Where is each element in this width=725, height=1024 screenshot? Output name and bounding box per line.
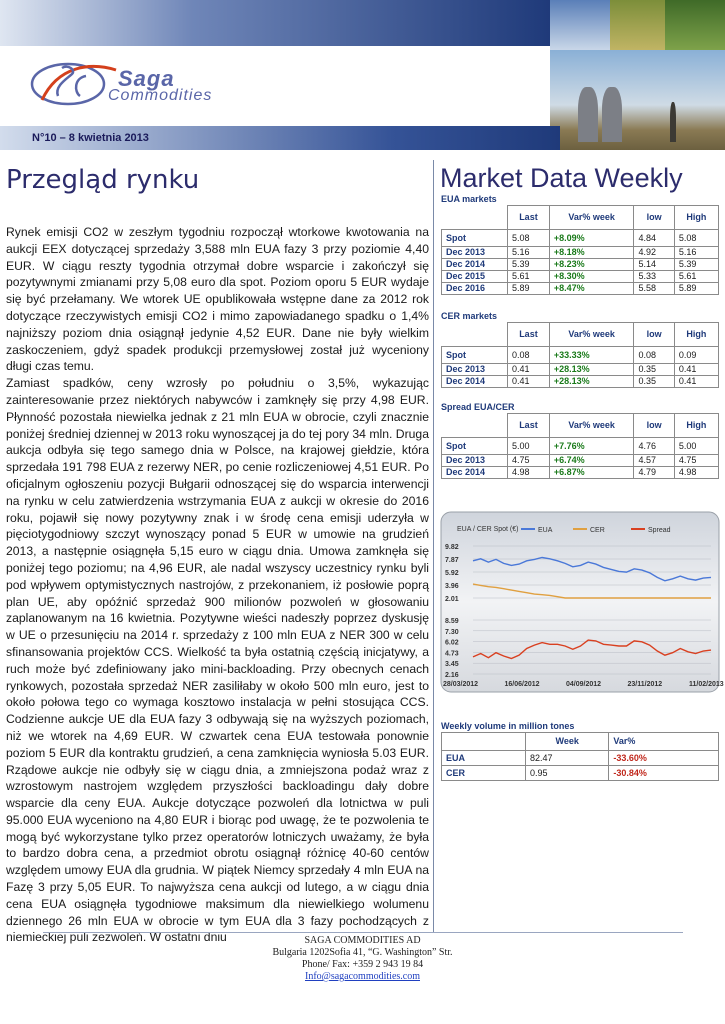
article-paragraph: Rynek emisji CO2 w zeszłym tygodniu rozpoczął wtorkowe kwotowania na aukcji EEX dotyczącej sprzedaży 3,588 mln EUA fazy 3 przy poziomie 4,40 EUR. W ciągu reszty tygodnia otrzymał dobre wsparcie i zakończył się pozytywnymi zmianami przy 5,08 euro dla spot. Poziom oporu 5 EUR wydaje się być przełamany. We wtorek UE opublikowała wstępne dane za 2012 rok dotyczące rzeczywistych emisji CO2 i mimo zapowiadanego spadku o 1,4% najniższy poziom dnia osiągnął jedynie 4,52 EUR. Dane nie były wielkim zaskoczeniem, gdyż spadek produkcji przemysłowej został już wyceniony długi czas temu. <box>6 225 429 374</box>
table-row: Dec 2015 5.61 +8.30% 5.33 5.61 <box>442 271 719 283</box>
saga-logo-icon <box>28 56 120 114</box>
col-high: High <box>674 206 718 230</box>
y-tick-label: 2.01 <box>445 596 459 603</box>
table-row: Dec 2014 4.98 +6.87% 4.79 4.98 <box>442 467 719 479</box>
logo-wordmark-saga: Saga <box>118 66 175 91</box>
col-low: low <box>634 206 674 230</box>
table-row: Spot 0.08 +33.33% 0.08 0.09 <box>442 347 719 364</box>
section-title-market-review: Przegląd rynku <box>6 165 200 195</box>
article-body <box>6 224 429 946</box>
table-row: Spot 5.08 +8.09% 4.84 5.08 <box>442 230 719 247</box>
chart-legend <box>521 527 671 534</box>
column-divider <box>433 160 434 932</box>
table-row: Dec 2014 5.39 +8.23% 5.14 5.39 <box>442 259 719 271</box>
table-header-row <box>442 733 719 751</box>
y-tick-label: 7.30 <box>445 628 459 636</box>
page-footer <box>0 932 725 983</box>
forest-photo <box>665 0 725 50</box>
nuclear-plant-photo <box>550 0 610 50</box>
weekly-volume-table <box>441 732 719 781</box>
header-banner <box>0 0 725 150</box>
spread-table <box>441 413 719 479</box>
footer-email-link[interactable]: Info@sagacommodities.com <box>304 971 420 982</box>
table-header-row <box>442 206 719 230</box>
header-blue-bar <box>0 0 550 46</box>
table-row: Dec 2013 0.41 +28.13% 0.35 0.41 <box>442 364 719 376</box>
x-tick-label: 04/09/2012 <box>566 681 602 688</box>
legend-label: Spread <box>648 527 671 534</box>
table-row: CER 0.95 -30.84% <box>442 766 719 781</box>
legend-label: EUA <box>538 527 553 534</box>
col-last: Last <box>508 206 550 230</box>
eua-markets-label: EUA markets <box>441 194 497 204</box>
col-last: Last <box>508 414 550 438</box>
col-var: Var% week <box>549 206 634 230</box>
chart-title: EUA / CER Spot (€) <box>457 526 519 533</box>
col-low: low <box>634 323 674 347</box>
logo-wordmark-commodities: Commodities <box>108 87 213 104</box>
issue-date-bar <box>0 126 560 150</box>
x-tick-label: 28/03/2012 <box>443 681 479 688</box>
cer-markets-table <box>441 322 719 388</box>
y-tick-label: 9.82 <box>445 544 459 551</box>
col-var: Var% <box>609 733 719 751</box>
table-row: Dec 2013 4.75 +6.74% 4.57 4.75 <box>442 455 719 467</box>
col-high: High <box>674 323 718 347</box>
y-tick-label: 4.73 <box>445 650 459 658</box>
y-tick-label: 2.16 <box>445 672 459 679</box>
eua-markets-table <box>441 205 719 295</box>
table-header-row <box>442 414 719 438</box>
footer-address: Bulgaria 1202Sofia 41, “G. Washington” Str. <box>272 947 453 958</box>
table-row: Spot 5.00 +7.76% 4.76 5.00 <box>442 438 719 455</box>
weekly-volume-label: Weekly volume in million tones <box>441 721 575 731</box>
issue-number: N°10 – 8 kwietnia 2013 <box>32 132 149 144</box>
col-var: Var% week <box>549 323 634 347</box>
header-photo-collage <box>550 0 725 150</box>
y-tick-label: 6.02 <box>445 639 459 647</box>
table-row: Dec 2013 5.16 +8.18% 4.92 5.16 <box>442 247 719 259</box>
cer-markets-label: CER markets <box>441 311 498 321</box>
y-tick-label: 8.59 <box>445 618 459 625</box>
x-tick-label: 23/11/2012 <box>627 681 663 688</box>
footer-divider <box>43 932 683 933</box>
y-tick-label: 3.45 <box>445 661 459 669</box>
col-high: High <box>674 414 718 438</box>
y-tick-label: 5.92 <box>445 570 459 577</box>
y-tick-label: 3.96 <box>445 583 459 590</box>
spread-label: Spread EUA/CER <box>441 402 515 412</box>
col-last: Last <box>508 323 550 347</box>
footer-company: SAGA COMMODITIES AD <box>304 935 421 946</box>
footer-phone: Phone/ Fax: +359 2 943 19 84 <box>301 959 424 970</box>
y-tick-label: 7.87 <box>445 557 459 564</box>
x-tick-label: 11/02/2013 <box>689 681 724 688</box>
legend-label: CER <box>590 527 605 534</box>
cooling-towers-photo <box>550 50 725 150</box>
chart-background <box>441 512 719 692</box>
eua-cer-spot-chart <box>441 512 724 692</box>
table-row: EUA 82.47 -33.60% <box>442 751 719 766</box>
col-week: Week <box>526 733 609 751</box>
field-photo <box>610 0 665 50</box>
section-title-market-data: Market Data Weekly <box>440 163 683 193</box>
table-header-row <box>442 323 719 347</box>
table-row: Dec 2016 5.89 +8.47% 5.58 5.89 <box>442 283 719 295</box>
x-tick-label: 16/06/2012 <box>504 681 540 688</box>
col-var: Var% week <box>549 414 634 438</box>
col-low: low <box>634 414 674 438</box>
article-paragraph: Zamiast spadków, ceny wzrosły po południu o 3,5%, wykazując zainteresowanie przez niektórych nabywców i zamknęły się przy 4,98 EUR. Płynność pozostała niewielka jednak z 21 mln EUA w obrocie, czyli znacznie poniżej średniej dziennej w 2013 roku wynoszącej ja do tej pory 34 mln. Druga aukcja odbyła się tego samego dnia w Polsce, na krajowej giełdzie, która sprzedała 191 798 EUA z rezerwy NER, po cenie rozliczeniowej 4,51 EUR. Po oficjalnym ogłoszeniu pozycji Bułgarii odnoszącej się do wsparcia interwencji na rynku w celu zatwierdzenia wstrzymania EUA z aukcji w okresie do 2016 roku, pojawił się nowy pozytywny znak i w środę cena emisji uderzyła w pięciotygodniowy szczyt wynoszący ponad 5 EUR w umowie na grudzień 2013, a następnie osiągnęła 5,15 euro w ciągu dnia. Umowa zamknęła się poniżej tego poziomu; na 4,96 EUR, ale nadal wszyscy uczestnicy rynku byli pod wpływem optymistycznych nastrojów, z przekonaniem, iż posłowie poprą plan UE, aby opóźnić sprzedaż 900 milionów pozwoleń w głosowaniu zaplanowanym na 16 kwietnia. Pozytywne wieści nadeszły poprzez dyskusję w UE o przesunięciu na 2014 r. sprzedaży z 100 mln EUA z NER 300 w celu sfinansowania projektów CCS. Wielkość ta była ostatnią częścią inicjatywy, a ruch może być zdefiniowany jako mini-backloading. Przy obecnych cenach rynkowych, pozostała sprzedaż NER zasiliłaby w około 500 mln euro, jest to około połowa tego co wymaga kosztowo instalacja w pełni stosująca CCS. Codzienne aukcje UE dla EUA fazy 3 odbywają się na wyższych poziomach, niż we wtorek na 4,69 EUR. W czwartek cena EUA testowała ponownie poziom 5 EUR dla kontraktu grudzień, a cena zamknięcia wyniosła 5.03 EUR. Rządowe aukcje nie odbyły się w ciągu dnia, a zmniejszona podaż wraz z wzrostowym nastrojem względem przyszłości backloadingu dały dobre wsparcie dla ceny EUA. Aukcje dotyczące pozwoleń dla lotnictwa w puli 95.000 EUA wyceniono na 4,80 EUR i biorąc pod uwagę, że te pozwolenia te mogą być wykorzystane tylko przez operatorów lotniczych uważamy, że była to bardzo dobra cena, a przedmiot obrotu osiągnął różnicę 40-60 centów względem umowy EUA dla grudnia. W piątek Niemcy sprzedały 4 mln EUA na Fazę 3 przy 5,05 EUR. To najwyższa cena aukcji od lutego, a w ciągu dnia cena EUA osiągnęła tygodniowe maksimum dla niewielkiego wolumenu dziennego 26 mln EUA w obrocie w tym EUA dla 3 fazy pochodzących z niemieckiej puli zezwoleń. W ostatni dniu <box>6 376 429 945</box>
table-row: Dec 2014 0.41 +28.13% 0.35 0.41 <box>442 376 719 388</box>
